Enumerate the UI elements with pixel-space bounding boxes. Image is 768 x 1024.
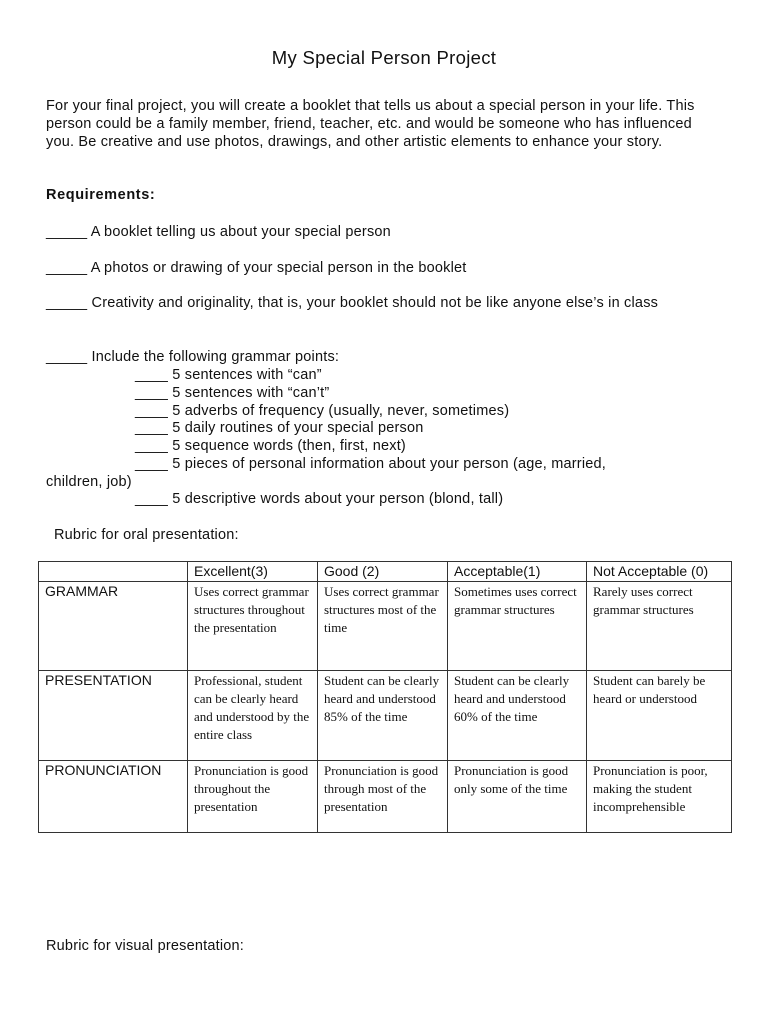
- rubric-cell: Professional, student can be clearly heard and understood by the entire class: [188, 671, 318, 761]
- grammar-point-item-continued: children, job): [46, 474, 132, 490]
- rubric-cell: Student can be clearly heard and understood 60% of the time: [448, 671, 587, 761]
- grammar-point-item: ____ 5 sequence words (then, first, next): [135, 438, 406, 454]
- intro-paragraph: For your final project, you will create a booklet that tells us about a special person in your life. This person could be a family member, friend, teacher, etc. and would be someone who has influenced you. Be creative and use photos, drawings, and other artistic elements to enhance your story.: [46, 98, 695, 150]
- grammar-point-item: ____ 5 sentences with “can”: [135, 367, 322, 383]
- rubric-cell: Pronunciation is poor, making the student incomprehensible: [587, 761, 732, 833]
- rubric-header-cell: [39, 562, 188, 582]
- requirement-item: _____ A photos or drawing of your special person in the booklet: [46, 260, 467, 276]
- rubric-row-pronunciation: [39, 761, 732, 833]
- rubric-category: GRAMMAR: [39, 582, 188, 671]
- oral-rubric-label: Rubric for oral presentation:: [54, 527, 239, 543]
- requirement-item: _____ A booklet telling us about your special person: [46, 224, 391, 240]
- rubric-cell: Sometimes uses correct grammar structures: [448, 582, 587, 671]
- rubric-cell: Student can be clearly heard and understood 85% of the time: [318, 671, 448, 761]
- visual-rubric-label: Rubric for visual presentation:: [46, 938, 245, 954]
- rubric-cell: Pronunciation is good only some of the time: [448, 761, 587, 833]
- rubric-cell: Uses correct grammar structures most of the time: [318, 582, 448, 671]
- rubric-header-cell: Good (2): [318, 562, 448, 582]
- rubric-cell: Rarely uses correct grammar structures: [587, 582, 732, 671]
- page-title: My Special Person Project: [271, 47, 497, 68]
- grammar-point-item: ____ 5 adverbs of frequency (usually, never, sometimes): [135, 403, 510, 419]
- grammar-point-item: ____ 5 sentences with “can’t”: [135, 385, 330, 401]
- rubric-row-grammar: [39, 582, 732, 671]
- rubric-category: PRESENTATION: [39, 671, 188, 761]
- requirements-heading: Requirements:: [46, 187, 156, 203]
- grammar-point-item: ____ 5 pieces of personal information about your person (age, married,: [135, 456, 607, 472]
- oral-rubric-table: [38, 561, 732, 833]
- rubric-cell: Student can barely be heard or understood: [587, 671, 732, 761]
- requirement-item: _____ Creativity and originality, that is, your booklet should not be like anyone else’s in class: [46, 295, 659, 311]
- requirement-item: _____ Include the following grammar points:: [46, 349, 340, 365]
- rubric-row-presentation: [39, 671, 732, 761]
- rubric-cell: Pronunciation is good through most of the presentation: [318, 761, 448, 833]
- rubric-header-cell: Excellent(3): [188, 562, 318, 582]
- grammar-point-item: ____ 5 descriptive words about your person (blond, tall): [135, 491, 504, 507]
- rubric-category: PRONUNCIATION: [39, 761, 188, 833]
- rubric-cell: Uses correct grammar structures throughout the presentation: [188, 582, 318, 671]
- rubric-header-cell: Not Acceptable (0): [587, 562, 732, 582]
- rubric-header-cell: Acceptable(1): [448, 562, 587, 582]
- rubric-cell: Pronunciation is good throughout the presentation: [188, 761, 318, 833]
- grammar-point-item: ____ 5 daily routines of your special person: [135, 420, 424, 436]
- rubric-header-row: [39, 562, 732, 582]
